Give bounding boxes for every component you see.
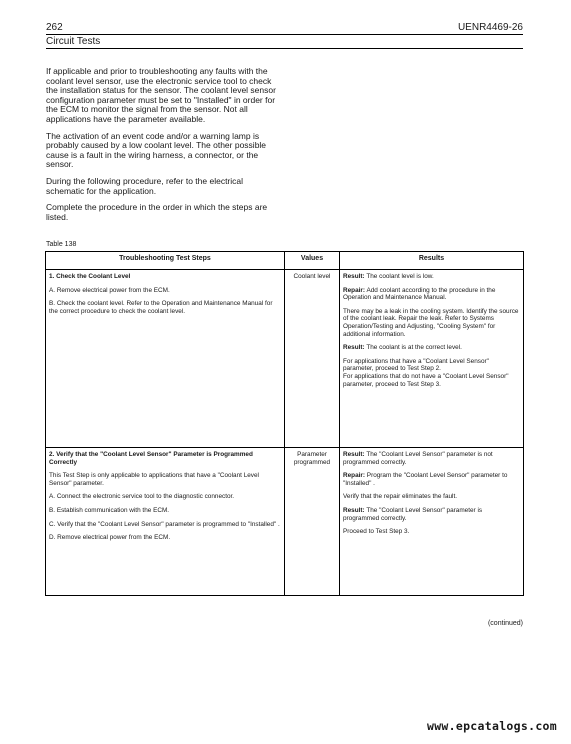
result-line: For applications that have a "Coolant Level Sensor" parameter, proceed to Test Step 2. For applications that do not have a "Coolant Level Sensor" parameter, proceed to Test Step 3. <box>343 357 509 388</box>
result-line: Result: The "Coolant Level Sensor" parameter is programmed correctly. <box>343 506 483 522</box>
result-line: Proceed to Test Step 3. <box>343 528 410 536</box>
intro-paragraph: If applicable and prior to troubleshooting any faults with the coolant level sensor, use the electronic service tool to check the installation status for the sensor. The coolant level sensor configuration parameter must be set to "Installed" in order for the ECM to monitor the signal from the sensor. Not all applications have the parameter available. <box>46 66 276 124</box>
header-rule-top <box>46 34 523 35</box>
step-line: D. Remove electrical power from the ECM. <box>49 534 171 542</box>
troubleshooting-table <box>45 251 524 596</box>
result-line: Repair: Add coolant according to the procedure in the Operation and Maintenance Manual. <box>343 286 496 302</box>
step-title: 1. Check the Coolant Level <box>49 273 131 280</box>
table-header-row <box>46 252 524 270</box>
result-line: There may be a leak in the cooling system. Identify the source of the coolant leak. Repair the leak. Refer to Systems Operation/Testing and Adjusting, "Cooling System" for additional information. <box>343 307 519 338</box>
table-row <box>46 448 524 596</box>
value-cell: Parameter programmed <box>285 448 340 596</box>
section-title: Circuit Tests <box>46 36 101 47</box>
step-line: This Test Step is only applicable to applications that have a "Coolant Level Sensor" parameter. <box>49 472 259 487</box>
continued-label: (continued) <box>487 620 523 627</box>
result-line: Verify that the repair eliminates the fault. <box>343 493 458 501</box>
column-header-results: Results <box>340 252 524 270</box>
step-line: B. Establish communication with the ECM. <box>49 506 170 514</box>
intro-paragraph: During the following procedure, refer to the electrical schematic for the application. <box>46 175 244 196</box>
column-header-values: Values <box>285 252 340 270</box>
result-line: Result: The "Coolant Level Sensor" parameter is not programmed correctly. <box>343 451 493 466</box>
step-line: A. Connect the electronic service tool to the diagnostic connector. <box>49 493 235 501</box>
result-line: Result: The coolant level is low. <box>343 273 434 280</box>
result-line: Result: The coolant is at the correct level. <box>343 344 462 352</box>
value-cell: Coolant level <box>285 270 340 448</box>
step-line: C. Verify that the "Coolant Level Sensor" parameter is programmed to "Installed" . <box>49 520 280 528</box>
step-line: A. Remove electrical power from the ECM. <box>49 286 170 294</box>
table-caption: Table 138 <box>46 241 77 248</box>
step-title: 2. Verify that the "Coolant Level Sensor" Parameter is Programmed Correctly <box>49 451 253 466</box>
step-cell <box>46 270 285 448</box>
step-line: B. Check the coolant level. Refer to the Operation and Maintenance Manual for the correct procedure to check the coolant level. <box>49 300 273 315</box>
step-cell <box>46 448 285 596</box>
column-header-steps: Troubleshooting Test Steps <box>46 252 285 270</box>
intro-text <box>46 67 278 229</box>
page-number: 262 <box>46 22 63 33</box>
result-line: Repair: Program the "Coolant Level Sensor" parameter to "Installed" . <box>343 472 508 487</box>
results-cell <box>340 448 524 596</box>
table-row <box>46 270 524 448</box>
intro-paragraph: The activation of an event code and/or a warning lamp is probably caused by a low coolant level. The other possible cause is a fault in the wiring harness, a connector, or the sensor. <box>46 130 267 170</box>
document-id: UENR4469-26 <box>457 22 523 33</box>
watermark-url: www.epcatalogs.com <box>426 719 557 733</box>
header-rule-bottom <box>46 48 523 49</box>
results-cell <box>340 270 524 448</box>
intro-paragraph: Complete the procedure in the order in which the steps are listed. <box>46 202 268 222</box>
